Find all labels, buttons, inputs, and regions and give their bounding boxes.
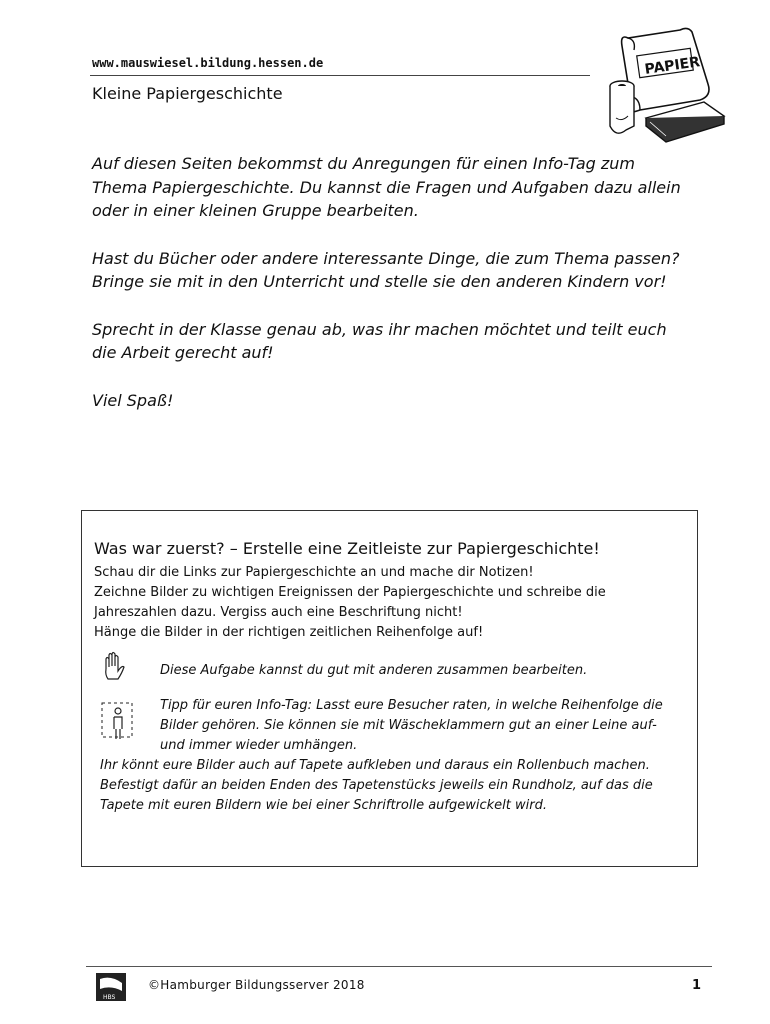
site-url[interactable]: www.mauswiesel.bildung.hessen.de (92, 56, 324, 70)
intro-paragraph: Hast du Bücher oder andere interessante Dinge, die zum Thema passen? Bringe sie mit in den Unterricht und stelle sie den anderen Kindern vor! (92, 248, 680, 291)
presenter-icon (100, 699, 136, 745)
task-instructions (94, 563, 689, 643)
task-title: Was war zuerst? – Erstelle eine Zeitleiste zur Papiergeschichte! (94, 539, 600, 558)
header-divider (90, 75, 590, 76)
group-work-note: Diese Aufgabe kannst du gut mit anderen zusammen bearbeiten. (160, 663, 588, 678)
paper-scroll-logo (600, 26, 730, 146)
task-line: Hänge die Bilder in der richtigen zeitlichen Reihenfolge auf! (94, 625, 484, 640)
task-box (81, 510, 698, 867)
intro-paragraph: Auf diesen Seiten bekommst du Anregungen für einen Info-Tag zum Thema Papiergeschichte. Du kannst die Fragen und Aufgaben dazu allein oder in einer kleinen Gruppe bearbeiten. (92, 154, 681, 220)
logo-label: PAPIER (643, 54, 701, 78)
task-line: Zeichne Bilder zu wichtigen Ereignissen der Papiergeschichte und schreibe die Jahreszahlen dazu. Vergiss auch eine Beschriftung nicht! (94, 585, 606, 620)
page-title: Kleine Papiergeschichte (92, 84, 283, 103)
footer-copyright: ©Hamburger Bildungsserver 2018 (148, 978, 365, 992)
intro-paragraph: Viel Spaß! (92, 390, 174, 410)
footer-divider (86, 966, 712, 967)
scroll-book-note: Ihr könnt eure Bilder auch auf Tapete aufkleben und daraus ein Rollenbuch machen. Befestigt dafür an beiden Enden des Tapetenstücks jeweils ein Rundholz, auf das die Tapete mit euren Bildern wie bei einer Schriftrolle aufgewickelt wird. (100, 758, 653, 813)
hbs-logo-icon (96, 973, 126, 1001)
page-number: 1 (692, 978, 702, 993)
footer-logo-label: HBS (103, 994, 116, 1001)
raised-hand-icon (100, 651, 136, 683)
info-day-tip: Tipp für euren Info-Tag: Lasst eure Besucher raten, in welche Reihenfolge die Bilder gehören. Sie können sie mit Wäscheklammern gut an einer Leine auf- und immer wieder umhängen. (160, 698, 663, 753)
intro-paragraph: Sprecht in der Klasse genau ab, was ihr machen möchtet und teilt euch die Arbeit gerecht auf! (92, 319, 667, 362)
intro-text (92, 152, 692, 436)
task-line: Schau dir die Links zur Papiergeschichte an und mache dir Notizen! (94, 565, 534, 580)
